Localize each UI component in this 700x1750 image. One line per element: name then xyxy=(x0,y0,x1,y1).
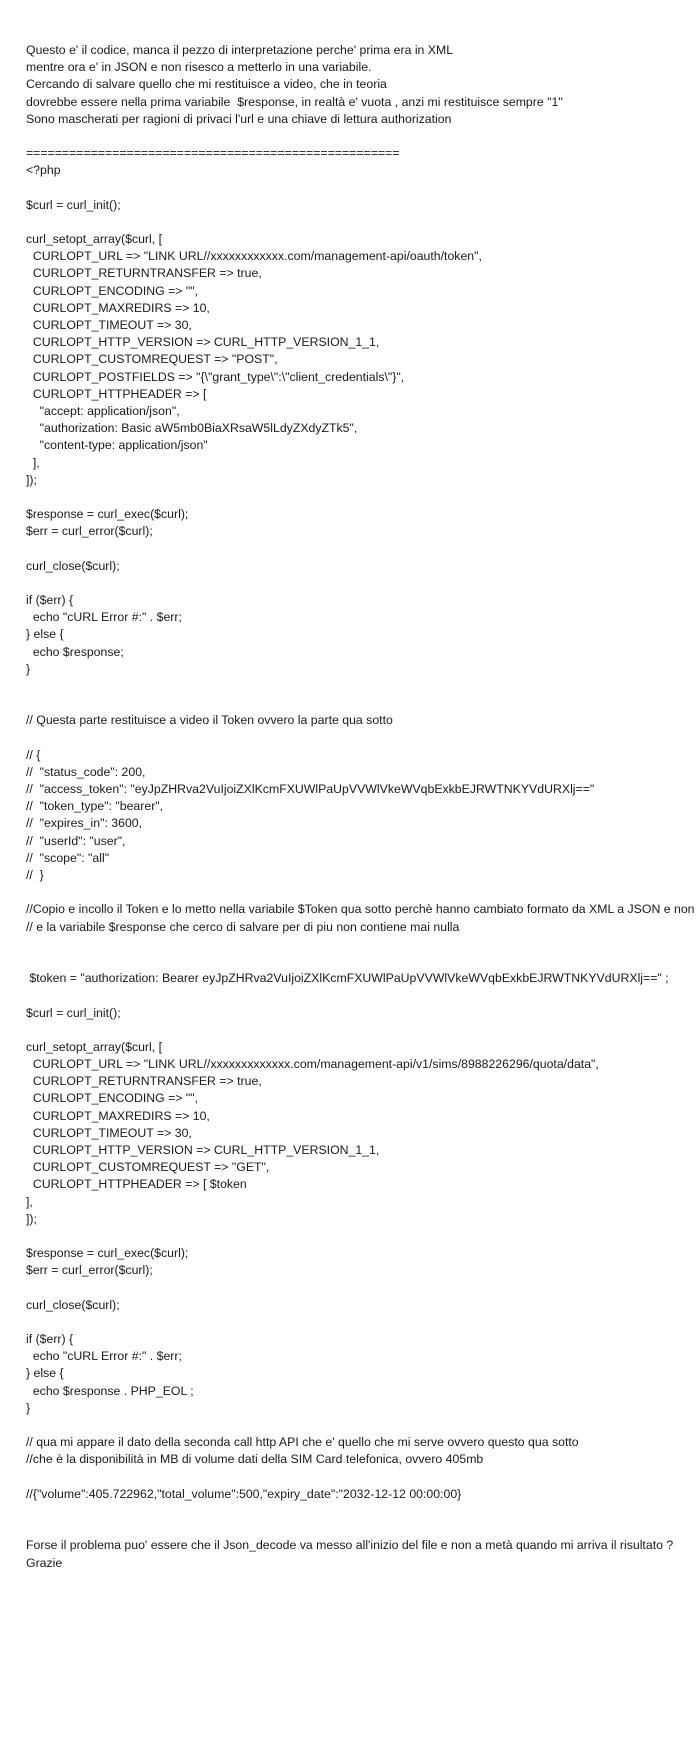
text-line: CURLOPT_CUSTOMREQUEST => "GET", xyxy=(26,1160,270,1175)
text-line: // "access_token": "eyJpZHRva2VuIjoiZXlKcmFXUWlPaUpVVWlVkeWVqbExkbEJRWTNKYVdURXlj==" xyxy=(26,782,595,797)
text-line: $token = "authorization: Bearer eyJpZHRva2VuIjoiZXlKcmFXUWlPaUpVVWlVkeWVqbExkbEJRWTNKYVdURXlj==" ; xyxy=(26,971,669,986)
blank-line xyxy=(26,489,700,506)
text-line: CURLOPT_HTTPHEADER => [ xyxy=(26,386,207,401)
text-line: dovrebbe essere nella prima variabile $response, in realtà e' vuota , anzi mi restituisce sempre "1" xyxy=(26,94,563,109)
text-line: Questo e' il codice, manca il pezzo di interpretazione perche' prima era in XML xyxy=(26,43,454,57)
text-line: curl_setopt_array($curl, [ xyxy=(26,232,163,247)
text-line: echo "cURL Error #:" . $err; xyxy=(26,1349,182,1364)
blank-line xyxy=(26,575,700,592)
text-line: } xyxy=(26,661,31,676)
text-line: echo $response . PHP_EOL ; xyxy=(26,1383,194,1398)
text-line: mentre ora e' in JSON e non risesco a metterlo in una variabile. xyxy=(26,60,372,75)
text-line: Grazie xyxy=(26,1555,63,1570)
text-line: CURLOPT_URL => "LINK URL//xxxxxxxxxxxx.com/management-api/oauth/token", xyxy=(26,249,482,264)
text-line: CURLOPT_ENCODING => "", xyxy=(26,1091,199,1106)
text-line: // } xyxy=(26,868,44,882)
text-line: echo "cURL Error #:" . $err; xyxy=(26,610,182,625)
blank-line xyxy=(26,678,700,695)
text-line: $response = curl_exec($curl); xyxy=(26,1246,189,1261)
text-line: CURLOPT_POSTFIELDS => "{\"grant_type\":\"client_credentials\"}", xyxy=(26,369,405,384)
text-line: CURLOPT_CUSTOMREQUEST => "POST", xyxy=(26,352,278,367)
text-line: // "expires_in": 3600, xyxy=(26,816,143,831)
text-line: // "scope": "all" xyxy=(26,850,110,865)
text-line: <?php xyxy=(26,163,61,178)
text-line: // { xyxy=(26,747,41,762)
text-line: Cercando di salvare quello che mi restituisce a video, che in teoria xyxy=(26,77,387,92)
text-line: // e la variabile $response che cerco di salvare per di piu non contiene mai nulla xyxy=(26,919,460,934)
text-line: CURLOPT_ENCODING => "", xyxy=(26,283,199,298)
blank-line xyxy=(26,1280,700,1297)
text-line: Forse il problema puo' essere che il Json_decode va messo all'inizio del file e non a metà quando mi arriva il risultato ? xyxy=(26,1538,674,1553)
text-line: CURLOPT_RETURNTRANSFER => true, xyxy=(26,1074,262,1089)
text-line: // Questa parte restituisce a video il Token ovvero la parte qua sotto xyxy=(26,713,393,728)
text-line: if ($err) { xyxy=(26,593,74,607)
blank-line xyxy=(26,214,700,231)
blank-line xyxy=(26,936,700,953)
blank-line xyxy=(26,953,700,970)
text-line: // "status_code": 200, xyxy=(26,764,146,779)
text-line: // qua mi appare il dato della seconda call http API che e' quello che mi serve ovvero questo qua sotto xyxy=(26,1435,579,1450)
text-line: curl_setopt_array($curl, [ xyxy=(26,1039,163,1054)
blank-line xyxy=(26,1022,700,1039)
text-line: "authorization: Basic aW5mb0BiaXRsaW5lLdyZXdyZTk5", xyxy=(26,421,358,436)
text-line: $response = curl_exec($curl); xyxy=(26,507,189,522)
blank-line xyxy=(26,128,700,145)
text-line: //{"volume":405.722962,"total_volume":500,"expiry_date":"2032-12-12 00:00:00} xyxy=(26,1486,462,1501)
text-line: } else { xyxy=(26,627,64,642)
text-line: ]); xyxy=(26,1211,37,1226)
blank-line xyxy=(26,1469,700,1486)
text-line: curl_close($curl); xyxy=(26,558,120,573)
blank-line xyxy=(26,730,700,747)
text-line: ], xyxy=(26,1194,33,1209)
blank-line xyxy=(26,1503,700,1520)
text-line: CURLOPT_TIMEOUT => 30, xyxy=(26,318,192,332)
document-body xyxy=(26,42,700,1572)
text-line: CURLOPT_HTTP_VERSION => CURL_HTTP_VERSION_1_1, xyxy=(26,335,380,350)
blank-line xyxy=(26,1520,700,1537)
text-line: CURLOPT_MAXREDIRS => 10, xyxy=(26,300,210,315)
blank-line xyxy=(26,180,700,197)
text-line: $curl = curl_init(); xyxy=(26,197,121,212)
text-line: "content-type: application/json" xyxy=(26,438,208,453)
blank-line xyxy=(26,987,700,1004)
text-line: // "token_type": "bearer", xyxy=(26,799,164,814)
text-line: ]); xyxy=(26,472,37,487)
text-line: "accept: application/json", xyxy=(26,403,180,418)
text-line: $err = curl_error($curl); xyxy=(26,524,153,539)
blank-line xyxy=(26,1417,700,1434)
text-line: CURLOPT_HTTPHEADER => [ $token xyxy=(26,1177,247,1192)
text-line: //Copio e incollo il Token e lo metto nella variabile $Token qua sotto perchè hanno cambiato formato da XML a JSON e non xyxy=(26,902,695,917)
text-line: CURLOPT_TIMEOUT => 30, xyxy=(26,1125,192,1140)
text-line: CURLOPT_HTTP_VERSION => CURL_HTTP_VERSION_1_1, xyxy=(26,1143,380,1157)
text-line: ], xyxy=(26,455,40,470)
blank-line xyxy=(26,540,700,557)
text-line: $err = curl_error($curl); xyxy=(26,1263,153,1278)
text-line: CURLOPT_URL => "LINK URL//xxxxxxxxxxxxx.com/management-api/v1/sims/8988226296/quota/data", xyxy=(26,1057,599,1072)
blank-line xyxy=(26,1228,700,1245)
text-line: CURLOPT_MAXREDIRS => 10, xyxy=(26,1108,210,1123)
blank-line xyxy=(26,884,700,901)
text-line: //che è la disponibilità in MB di volume dati della SIM Card telefonica, ovvero 405mb xyxy=(26,1452,484,1467)
text-line: curl_close($curl); xyxy=(26,1297,120,1312)
text-line: } else { xyxy=(26,1366,64,1381)
text-line: CURLOPT_RETURNTRANSFER => true, xyxy=(26,266,262,281)
text-line: ==================================================== xyxy=(26,146,400,161)
text-line: } xyxy=(26,1400,31,1415)
text-line: $curl = curl_init(); xyxy=(26,1005,121,1020)
text-line: Sono mascherati per ragioni di privaci l'url e una chiave di lettura authorization xyxy=(26,111,452,126)
text-line: echo $response; xyxy=(26,644,124,659)
blank-line xyxy=(26,1314,700,1331)
blank-line xyxy=(26,695,700,712)
text-line: // "userId": "user", xyxy=(26,833,126,848)
text-line: if ($err) { xyxy=(26,1332,74,1347)
